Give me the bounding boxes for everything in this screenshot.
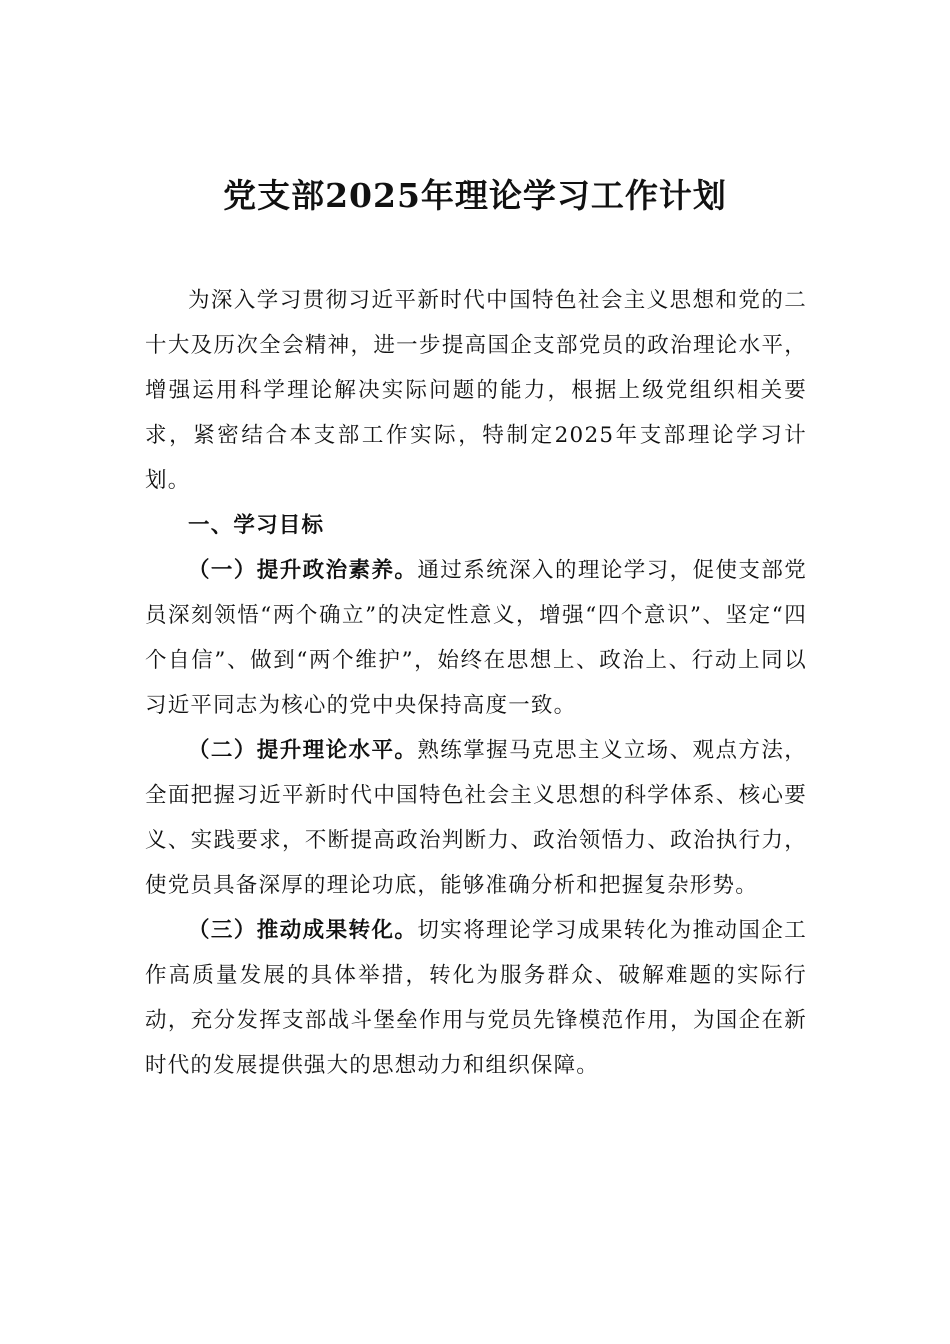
goal-paragraph-3 — [145, 908, 807, 1088]
goal-paragraph-1 — [145, 548, 807, 728]
goal-text-3: 切实将理论学习成果转化为推动国企工作高质量发展的具体举措，转化为服务群众、破解难题的实际行动，充分发挥支部战斗堡垒作用与党员先锋模范作用，为国企在新时代的发展提供强大的思想动力和组织保障。 — [145, 918, 807, 1078]
goal-text-2: 熟练掌握马克思主义立场、观点方法，全面把握习近平新时代中国特色社会主义思想的科学体系、核心要义、实践要求，不断提高政治判断力、政治领悟力、政治执行力，使党员具备深厚的理论功底，能够准确分析和把握复杂形势。 — [145, 738, 807, 898]
document-title: 党支部2025年理论学习工作计划 — [223, 176, 727, 215]
intro-paragraph: 为深入学习贯彻习近平新时代中国特色社会主义思想和党的二十大及历次全会精神，进一步提高国企支部党员的政治理论水平，增强运用科学理论解决实际问题的能力，根据上级党组织相关要求，紧密结合本支部工作实际，特制定2025年支部理论学习计划。 — [145, 288, 807, 493]
goal-paragraph-2 — [145, 728, 807, 908]
goal-text-1: 通过系统深入的理论学习，促使支部党员深刻领悟“两个确立”的决定性意义，增强“四个意识”、坚定“四个自信”、做到“两个维护”，始终在思想上、政治上、行动上同以习近平同志为核心的党中央保持高度一致。 — [145, 558, 807, 718]
section-heading-goals: 一、学习目标 — [188, 513, 325, 538]
goal-lead-3: （三）推动成果转化。 — [188, 918, 418, 943]
goal-lead-1: （一）提升政治素养。 — [188, 558, 418, 583]
goal-lead-2: （二）提升理论水平。 — [188, 738, 418, 763]
document-body — [145, 278, 807, 1088]
